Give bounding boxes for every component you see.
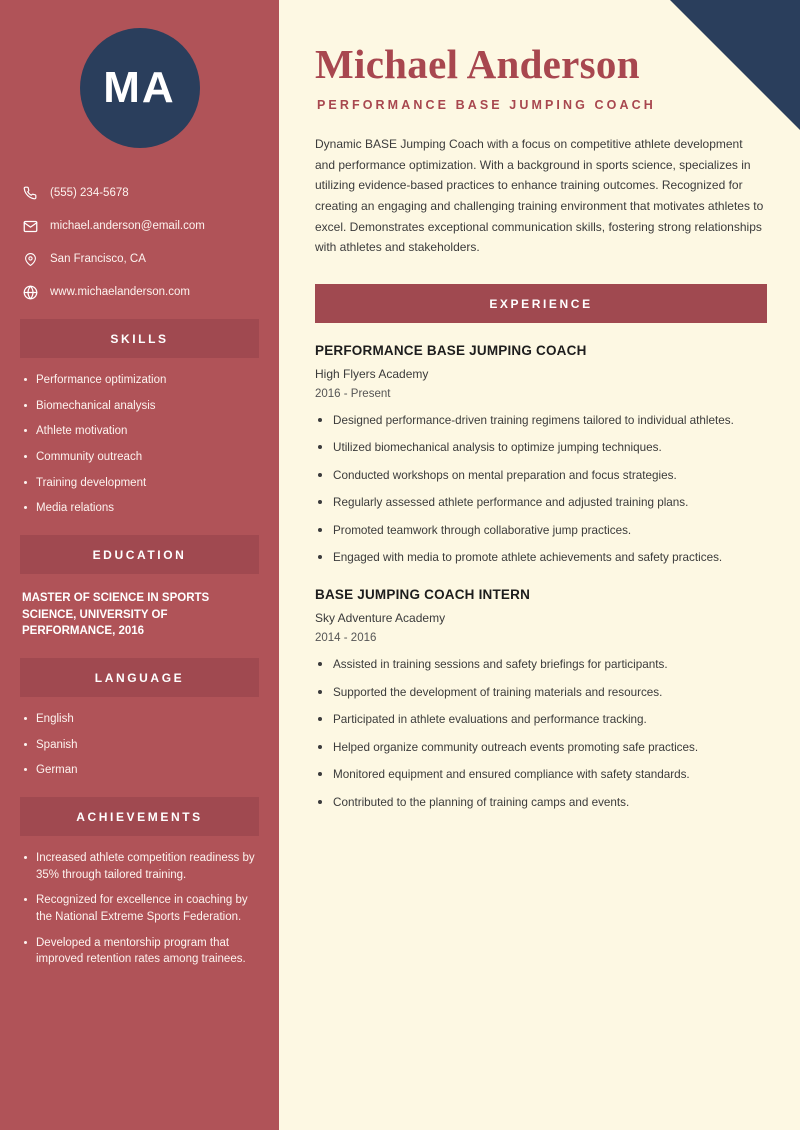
list-item: Designed performance-driven training regimens tailored to individual athletes.: [315, 412, 764, 430]
contact-text-phone: (555) 234-5678: [50, 187, 129, 199]
list-item: English: [22, 711, 257, 728]
contact-list: [0, 184, 279, 301]
contact-text-email: michael.anderson@email.com: [50, 220, 205, 232]
email-icon: [20, 217, 40, 235]
list-item: Participated in athlete evaluations and performance tracking.: [315, 711, 764, 729]
contact-text-website: www.michaelanderson.com: [50, 286, 190, 298]
job-dates: 2014 - 2016: [315, 632, 377, 645]
list-item: Community outreach: [22, 449, 257, 466]
contact-item-phone: [20, 184, 279, 202]
list-item: Promoted teamwork through collaborative jump practices.: [315, 522, 764, 540]
job-company: Sky Adventure Academy: [315, 611, 446, 626]
language-heading: LANGUAGE: [20, 658, 259, 697]
list-item: Monitored equipment and ensured compliance with safety standards.: [315, 766, 764, 784]
education-entry: MASTER OF SCIENCE IN SPORTS SCIENCE, UNIVERSITY OF PERFORMANCE, 2016: [22, 592, 210, 638]
list-item: Developed a mentorship program that improved retention rates among trainees.: [22, 935, 257, 968]
phone-icon: [20, 184, 40, 202]
list-item: Performance optimization: [22, 372, 257, 389]
contact-item-location: [20, 250, 279, 268]
list-item: Assisted in training sessions and safety briefings for participants.: [315, 656, 764, 674]
list-item: Contributed to the planning of training camps and events.: [315, 794, 764, 812]
job-responsibilities: [315, 656, 764, 811]
list-item: Supported the development of training materials and resources.: [315, 684, 764, 702]
main-content: [279, 0, 800, 1130]
job-title: BASE JUMPING COACH INTERN: [315, 587, 531, 603]
achievements-section: [0, 797, 279, 968]
skills-list: [0, 372, 279, 517]
list-item: Media relations: [22, 500, 257, 517]
page-title: Michael Anderson: [315, 41, 640, 87]
list-item: Conducted workshops on mental preparation and focus strategies.: [315, 467, 764, 485]
skills-heading: SKILLS: [20, 319, 259, 358]
list-item: Regularly assessed athlete performance and adjusted training plans.: [315, 494, 764, 512]
job-company: High Flyers Academy: [315, 366, 429, 381]
contact-item-email: [20, 217, 279, 235]
job-role-subtitle: PERFORMANCE BASE JUMPING COACH: [317, 98, 656, 112]
experience-entry-1: [315, 343, 764, 567]
list-item: Utilized biomechanical analysis to optimize jumping techniques.: [315, 439, 764, 457]
job-dates: 2016 - Present: [315, 387, 391, 400]
list-item: Helped organize community outreach events promoting safe practices.: [315, 739, 764, 757]
list-item: Biomechanical analysis: [22, 398, 257, 415]
contact-text-location: San Francisco, CA: [50, 253, 146, 265]
globe-icon: [20, 283, 40, 301]
achievements-list: [0, 850, 279, 968]
language-list: [0, 711, 279, 779]
location-icon: [20, 250, 40, 268]
education-section: [0, 535, 279, 640]
list-item: Training development: [22, 475, 257, 492]
job-title: PERFORMANCE BASE JUMPING COACH: [315, 342, 587, 358]
job-responsibilities: [315, 412, 764, 567]
experience-heading: EXPERIENCE: [315, 284, 767, 323]
experience-entry-2: [315, 587, 764, 811]
list-item: Spanish: [22, 737, 257, 754]
skills-section: [0, 319, 279, 517]
corner-decoration: [670, 0, 800, 130]
list-item: Recognized for excellence in coaching by the National Extreme Sports Federation.: [22, 892, 257, 925]
avatar-container: [0, 0, 279, 148]
profile-summary: Dynamic BASE Jumping Coach with a focus on competitive athlete development and performance optimization. With a background in sports science, specializes in utilizing evidence-based practices to enhance training outcomes. Recognized for creating an engaging and challenging training environment that motivates athletes to excel. Demonstrates exceptional communication skills, fostering strong relationships with athletes and stakeholders.: [315, 137, 764, 255]
sidebar: [0, 0, 279, 1130]
list-item: Athlete motivation: [22, 423, 257, 440]
contact-item-website: [20, 283, 279, 301]
achievements-heading: ACHIEVEMENTS: [20, 797, 259, 836]
language-section: [0, 658, 279, 779]
list-item: Engaged with media to promote athlete achievements and safety practices.: [315, 549, 764, 567]
list-item: Increased athlete competition readiness by 35% through tailored training.: [22, 850, 257, 883]
avatar: MA: [80, 28, 200, 148]
education-heading: EDUCATION: [20, 535, 259, 574]
list-item: German: [22, 762, 257, 779]
